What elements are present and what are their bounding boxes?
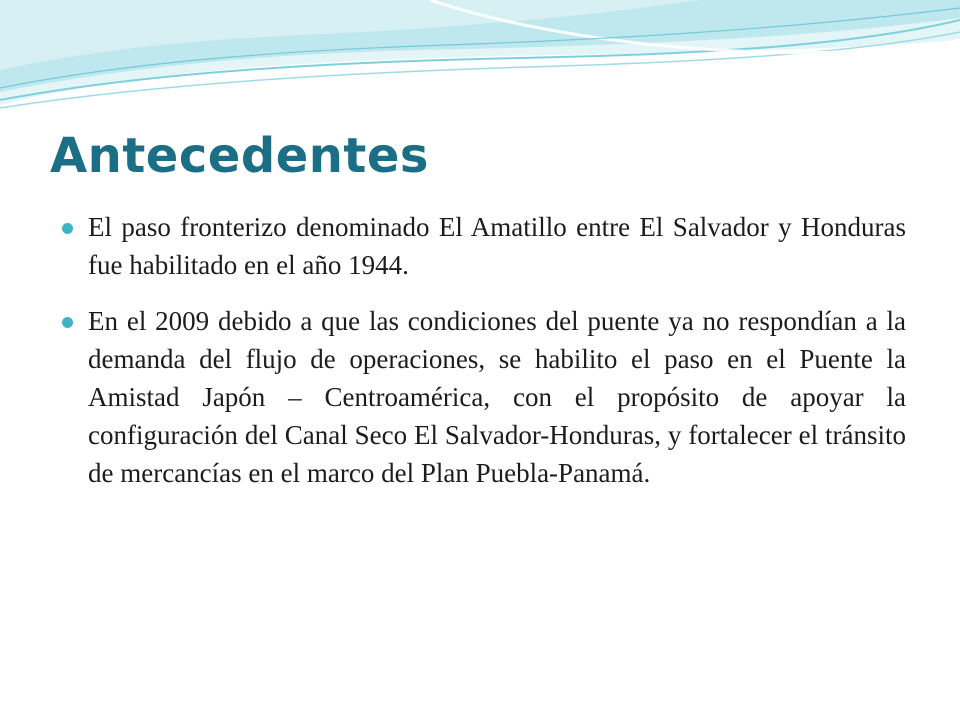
bullet-text: En el 2009 debido a que las condiciones del puente ya no respondían a la demanda del flujo de operaciones, se habilito el paso en el Puente la Amistad Japón – Centroamérica, con el propósito de apoyar la configuración del Canal Seco El Salvador-Honduras, y fortalecer el tránsito de mercancías en el marco del Plan Puebla-Panamá.	[88, 306, 906, 488]
bullet-dot-icon	[62, 223, 73, 234]
bullet-item	[88, 302, 906, 492]
slide-title: Antecedentes	[50, 128, 429, 184]
bullet-item	[88, 208, 906, 284]
bullet-list	[88, 208, 906, 510]
bullet-dot-icon	[62, 317, 73, 328]
bullet-text: El paso fronterizo denominado El Amatillo entre El Salvador y Honduras fue habilitado en el año 1944.	[88, 212, 906, 280]
header-wave-decoration	[0, 0, 960, 120]
